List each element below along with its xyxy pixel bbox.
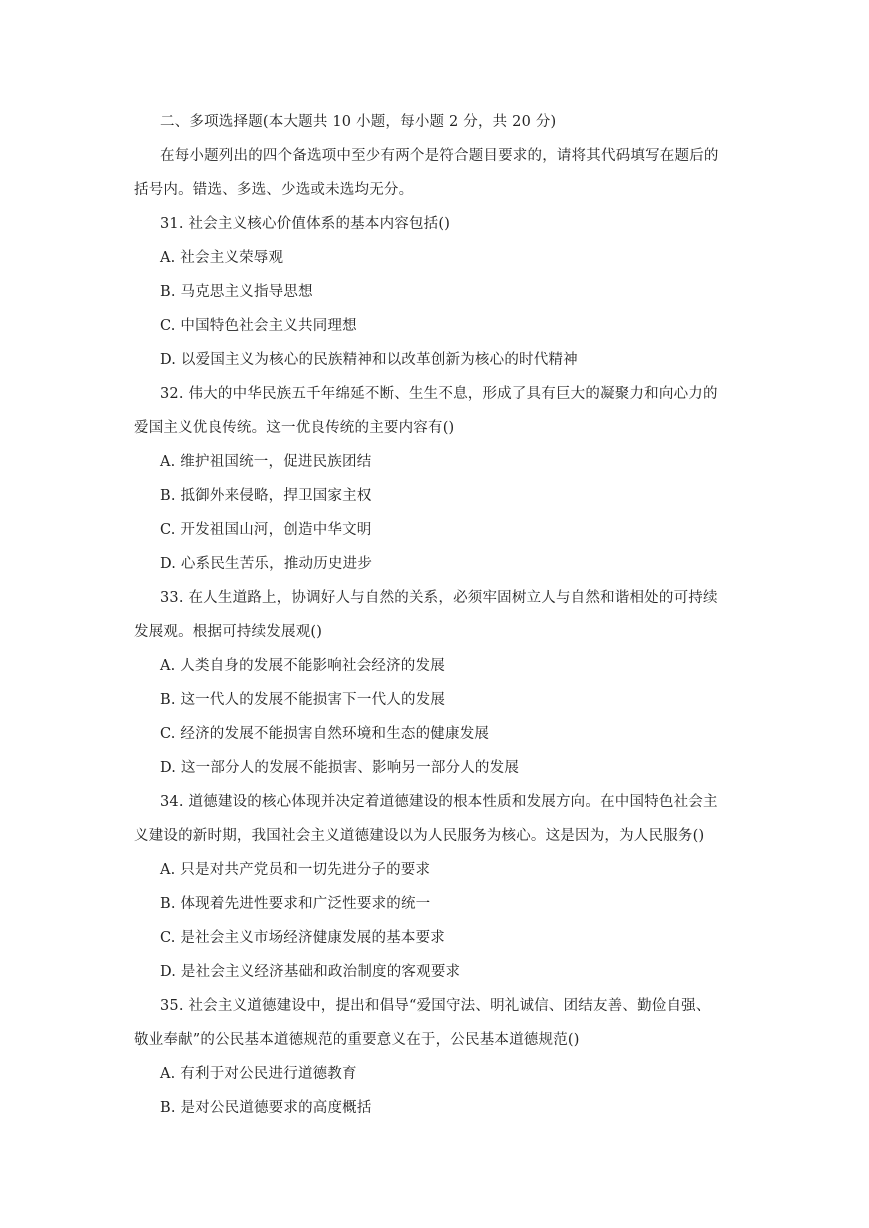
question-35-option-a: A. 有利于对公民进行道德教育 (160, 1066, 357, 1082)
question-35-stem-cont: 敬业奉献”的公民基本道德规范的重要意义在于，公民基本道德规范() (134, 1032, 580, 1048)
question-34-option-b: B. 体现着先进性要求和广泛性要求的统一 (160, 896, 431, 912)
question-31-option-b: B. 马克思主义指导思想 (160, 284, 313, 300)
question-34-option-c: C. 是社会主义市场经济健康发展的基本要求 (160, 930, 445, 946)
question-32-stem: 32. 伟大的中华民族五千年绵延不断、生生不息，形成了具有巨大的凝聚力和向心力的 (160, 386, 718, 402)
question-32-option-b: B. 抵御外来侵略，捍卫国家主权 (160, 488, 372, 504)
question-35-stem: 35. 社会主义道德建设中，提出和倡导“爱国守法、明礼诚信、团结友善、勤俭自强、 (160, 998, 711, 1014)
question-34-stem-cont: 义建设的新时期，我国社会主义道德建设以为人民服务为核心。这是因为，为人民服务() (134, 828, 705, 844)
question-31-option-c: C. 中国特色社会主义共同理想 (160, 318, 357, 334)
question-32-option-a: A. 维护祖国统一，促进民族团结 (160, 454, 372, 470)
question-35-option-b: B. 是对公民道德要求的高度概括 (160, 1100, 372, 1116)
question-31-option-a: A. 社会主义荣辱观 (160, 250, 284, 266)
question-32-option-d: D. 心系民生苦乐，推动历史进步 (160, 556, 373, 572)
section-heading: 二、多项选择题(本大题共 10 小题，每小题 2 分，共 20 分) (160, 114, 557, 130)
question-34-option-d: D. 是社会主义经济基础和政治制度的客观要求 (160, 964, 461, 980)
question-34-option-a: A. 只是对共产党员和一切先进分子的要求 (160, 862, 431, 878)
question-32-option-c: C. 开发祖国山河，创造中华文明 (160, 522, 372, 538)
question-34-stem: 34. 道德建设的核心体现并决定着道德建设的根本性质和发展方向。在中国特色社会主 (160, 794, 718, 810)
question-33-option-b: B. 这一代人的发展不能损害下一代人的发展 (160, 692, 446, 708)
question-33-option-a: A. 人类自身的发展不能影响社会经济的发展 (160, 658, 445, 674)
section-instructions-cont: 括号内。错选、多选、少选或未选均无分。 (134, 182, 414, 198)
question-33-stem-cont: 发展观。根据可持续发展观() (134, 624, 323, 640)
question-31-stem: 31. 社会主义核心价值体系的基本内容包括() (160, 216, 451, 232)
question-33-option-d: D. 这一部分人的发展不能损害、影响另一部分人的发展 (160, 760, 520, 776)
section-instructions: 在每小题列出的四个备选项中至少有两个是符合题目要求的，请将其代码填写在题后的 (160, 148, 719, 164)
question-31-option-d: D. 以爱国主义为核心的民族精神和以改革创新为核心的时代精神 (160, 352, 578, 368)
question-32-stem-cont: 爱国主义优良传统。这一优良传统的主要内容有() (134, 420, 455, 436)
question-33-option-c: C. 经济的发展不能损害自然环境和生态的健康发展 (160, 726, 490, 742)
question-33-stem: 33. 在人生道路上，协调好人与自然的关系，必须牢固树立人与自然和谐相处的可持续 (160, 590, 718, 606)
